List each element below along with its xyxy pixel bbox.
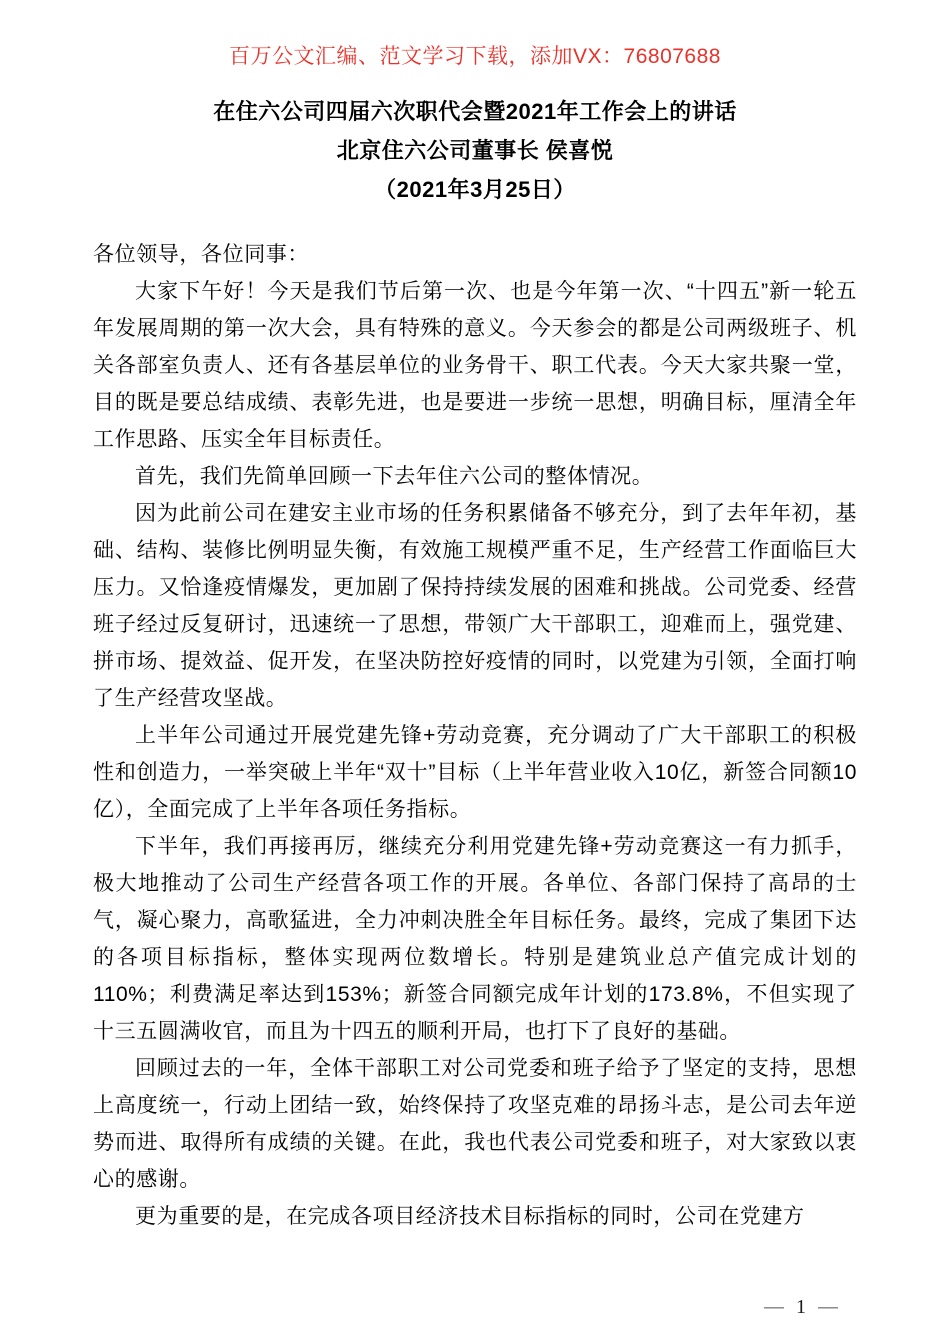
paragraph: 上半年公司通过开展党建先锋+劳动竞赛，充分调动了广大干部职工的积极性和创造力，一举突破上半年“双十”目标（上半年营业收入10亿，新签合同额10亿），全面完成了上半年各项任务指标。 [93, 724, 857, 821]
title-block [0, 92, 950, 209]
paragraphs-container [93, 273, 857, 1235]
document-author: 北京住六公司董事长 侯喜悦 [336, 138, 614, 163]
paragraph: 回顾过去的一年，全体干部职工对公司党委和班子给予了坚定的支持，思想上高度统一，行动上团结一致，始终保持了攻坚克难的昂扬斗志，是公司去年逆势而进、取得所有成绩的关键。在此，我也代表公司党委和班子，对大家致以衷心的感谢。 [93, 1057, 857, 1191]
watermark-header: 百万公文汇编、范文学习下载，添加VX：76807688 [229, 45, 721, 68]
page-number-dash-left: — [764, 1296, 784, 1318]
paragraph: 更为重要的是，在完成各项目经济技术目标指标的同时，公司在党建方 [135, 1205, 805, 1228]
page-number-dash-right: — [818, 1296, 838, 1318]
document-title: 在住六公司四届六次职代会暨2021年工作会上的讲话 [213, 99, 737, 124]
page-number: 1 [796, 1296, 806, 1318]
page-number-footer [752, 1294, 850, 1320]
paragraph: 因为此前公司在建安主业市场的任务积累储备不够充分，到了去年年初，基础、结构、装修比例明显失衡，有效施工规模严重不足，生产经营工作面临巨大压力。又恰逢疫情爆发，更加剧了保持持续发展的困难和挑战。公司党委、经营班子经过反复研讨，迅速统一了思想，带领广大干部职工，迎难而上，强党建、拼市场、提效益、促开发，在坚决防控好疫情的同时，以党建为引领，全面打响了生产经营攻坚战。 [93, 502, 857, 710]
document-body [93, 236, 857, 1235]
paragraph: 下半年，我们再接再厉，继续充分利用党建先锋+劳动竞赛这一有力抓手，极大地推动了公司生产经营各项工作的开展。各单位、各部门保持了高昂的士气，凝心聚力，高歌猛进，全力冲刺决胜全年目标任务。最终，完成了集团下达的各项目标指标，整体实现两位数增长。特别是建筑业总产值完成计划的110%；利费满足率达到153%；新签合同额完成年计划的173.8%，不但实现了十三五圆满收官，而且为十四五的顺利开局，也打下了良好的基础。 [93, 835, 857, 1043]
salutation: 各位领导，各位同事： [93, 243, 309, 266]
paragraph: 首先，我们先简单回顾一下去年住六公司的整体情况。 [135, 465, 654, 488]
paragraph: 大家下午好！今天是我们节后第一次、也是今年第一次、“十四五”新一轮五年发展周期的第一次大会，具有特殊的意义。今天参会的都是公司两级班子、机关各部室负责人、还有各基层单位的业务骨干、职工代表。今天大家共聚一堂，目的既是要总结成绩、表彰先进，也是要进一步统一思想，明确目标，厘清全年工作思路、压实全年目标责任。 [93, 280, 857, 451]
document-date: （2021年3月25日） [374, 177, 576, 202]
